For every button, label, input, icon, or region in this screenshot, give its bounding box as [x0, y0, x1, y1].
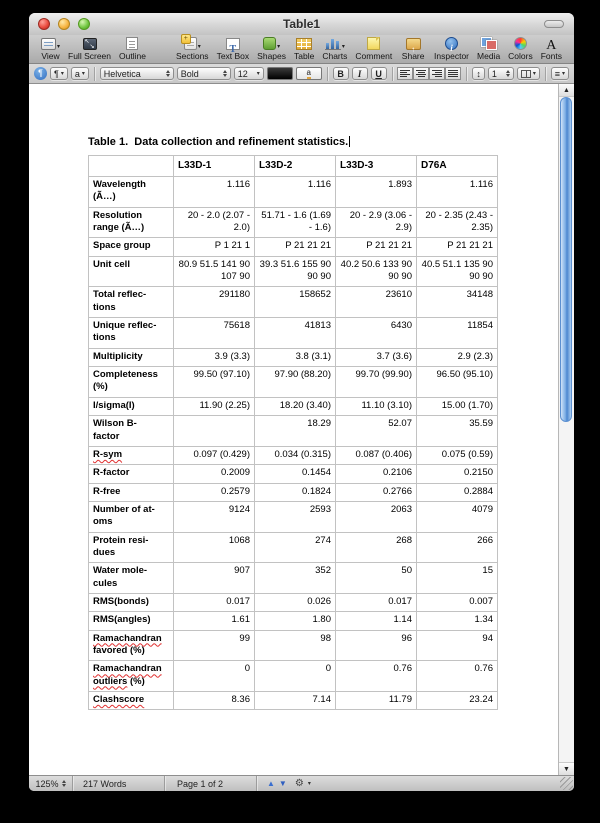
table-cell[interactable]: 52.07	[336, 416, 417, 447]
row-label[interactable]: I/sigma(I)	[89, 397, 174, 415]
toolbar-item-label: Shapes	[257, 51, 287, 61]
toolbar-toggle-button[interactable]	[544, 20, 564, 28]
table-icon	[296, 38, 312, 50]
toolbar-item-shapes[interactable]	[253, 34, 290, 61]
table-row	[89, 630, 498, 661]
table-cell[interactable]: P 21 21 21	[336, 238, 417, 256]
toolbar-icon-row	[481, 35, 497, 50]
typeface-value: Bold	[180, 68, 199, 79]
row-label[interactable]: Water mole- cules	[89, 563, 174, 594]
table-cell[interactable]: 41813	[255, 318, 336, 349]
align-right-button[interactable]	[429, 67, 445, 80]
table-cell[interactable]: 15.00 (1.70)	[417, 397, 498, 415]
page-indicator-value: Page 1 of 2	[177, 778, 224, 789]
stepper-icon	[166, 70, 170, 77]
row-label[interactable]: Ramachandran outliers (%)	[89, 661, 174, 692]
colors-icon	[514, 37, 527, 50]
table-cell[interactable]: 1.116	[174, 177, 255, 208]
table-cell[interactable]: 0.2579	[174, 483, 255, 501]
table-cell[interactable]: 8.36	[174, 692, 255, 710]
table-cell[interactable]: 11.79	[336, 692, 417, 710]
table-row	[89, 287, 498, 318]
table-cell[interactable]: 1.80	[255, 612, 336, 630]
divider	[327, 67, 328, 81]
toolbar-item-fullscreen[interactable]	[64, 34, 115, 61]
fullscreen-icon	[83, 38, 97, 50]
toolbar-item-inspector[interactable]	[430, 34, 473, 61]
table-cell[interactable]: 2063	[336, 501, 417, 532]
row-label[interactable]: Unit cell	[89, 256, 174, 287]
table-cell[interactable]: 1.61	[174, 612, 255, 630]
chevron-down-icon: ▾	[60, 71, 64, 77]
table-cell[interactable]: 1.893	[336, 177, 417, 208]
scroll-down-button[interactable]: ▼	[559, 762, 574, 775]
sections-icon	[184, 37, 197, 50]
line-spacing-icon[interactable]: ↕	[472, 67, 485, 80]
toolbar-item-label: Fonts	[540, 51, 562, 61]
table-cell[interactable]: 0.2766	[336, 483, 417, 501]
toolbar-icon-row	[184, 35, 201, 50]
table-cell[interactable]: 2593	[255, 501, 336, 532]
stepper-icon	[506, 70, 510, 77]
table-cell[interactable]: 96.50 (95.10)	[417, 367, 498, 398]
format-bar	[29, 64, 574, 84]
previous-page-icon[interactable]: ▲	[267, 778, 275, 788]
underline-button[interactable]: U	[371, 67, 387, 80]
table-cell[interactable]: 1068	[174, 532, 255, 563]
table-cell[interactable]: 99.50 (97.10)	[174, 367, 255, 398]
table-cell[interactable]: 0.76	[336, 661, 417, 692]
typeface-select[interactable]	[177, 67, 231, 80]
toolbar-item-label: Inspector	[434, 51, 470, 61]
align-justify-button[interactable]	[445, 67, 461, 80]
table-cell[interactable]: 268	[336, 532, 417, 563]
page-navigation	[257, 776, 311, 791]
toolbar-item-media[interactable]	[473, 34, 504, 61]
table-cell[interactable]: 158652	[255, 287, 336, 318]
close-button[interactable]	[38, 18, 50, 30]
chevron-down-icon: ▾	[561, 71, 565, 77]
table-cell[interactable]: 39.3 51.6 155 90 90 90	[255, 256, 336, 287]
zoom-button[interactable]	[78, 18, 90, 30]
line-spacing-select[interactable]	[488, 67, 514, 80]
table-cell[interactable]: 96	[336, 630, 417, 661]
toolbar-item-sections[interactable]	[172, 34, 213, 61]
table-cell[interactable]: 0.2884	[417, 483, 498, 501]
table-cell[interactable]: 11854	[417, 318, 498, 349]
toolbar-icon-row	[296, 35, 312, 50]
table-cell[interactable]: 23.24	[417, 692, 498, 710]
toolbar-item-label: View	[41, 51, 60, 61]
table-cell[interactable]: 99	[174, 630, 255, 661]
text-box-icon	[226, 38, 240, 50]
table-cell[interactable]: 0.1454	[255, 465, 336, 483]
app-window	[29, 13, 574, 791]
window-controls	[38, 18, 90, 30]
fonts-icon	[545, 36, 557, 50]
divider	[392, 67, 393, 81]
bold-button[interactable]: B	[333, 67, 349, 80]
align-left-button[interactable]	[397, 67, 413, 80]
table-row	[89, 563, 498, 594]
table-cell[interactable]: 3.7 (3.6)	[336, 348, 417, 366]
table-cell[interactable]: 20 - 2.0 (2.07 - 2.0)	[174, 207, 255, 238]
list-icon: ≡	[554, 68, 560, 79]
row-label[interactable]: Unique reflec- tions	[89, 318, 174, 349]
table-row	[89, 692, 498, 710]
chevron-down-icon: ▾	[57, 44, 61, 50]
list-style-dropdown[interactable]	[551, 67, 569, 80]
columns-icon	[521, 70, 531, 78]
table-cell[interactable]: 0.017	[174, 593, 255, 611]
toolbar-icon-row	[545, 35, 557, 50]
chevron-down-icon: ▾	[81, 71, 85, 77]
title-bar[interactable]	[29, 13, 574, 35]
toolbar-icon-row	[406, 35, 421, 50]
row-label[interactable]: Completeness (%)	[89, 367, 174, 398]
table-cell[interactable]: 34148	[417, 287, 498, 318]
row-label[interactable]: R-sym	[89, 446, 174, 464]
media-icon	[481, 37, 497, 50]
character-style-dropdown[interactable]	[71, 67, 89, 80]
toolbar-item-colors[interactable]	[504, 34, 537, 61]
toolbar-icon-row	[263, 35, 280, 50]
toolbar-item-label: Media	[477, 51, 501, 61]
zoom-level-value: 125%	[35, 778, 59, 789]
table-cell[interactable]: 20 - 2.35 (2.43 - 2.35)	[417, 207, 498, 238]
toolbar-item-fonts[interactable]	[537, 34, 566, 61]
table-cell[interactable]: 80.9 51.5 141 90 107 90	[174, 256, 255, 287]
divider	[545, 67, 546, 81]
italic-button[interactable]: I	[352, 67, 368, 80]
row-label[interactable]: RMS(angles)	[89, 612, 174, 630]
toolbar-item-label: Share	[401, 51, 425, 61]
table-header-row	[89, 156, 498, 177]
character-style-value: a	[74, 68, 80, 79]
table-cell[interactable]: 0.2106	[336, 465, 417, 483]
table-cell[interactable]: P 21 21 21	[417, 238, 498, 256]
inspector-icon	[445, 37, 458, 50]
table-row	[89, 416, 498, 447]
table-cell[interactable]: 75618	[174, 318, 255, 349]
table-cell[interactable]: 11.10 (3.10)	[336, 397, 417, 415]
table-cell[interactable]: 291180	[174, 287, 255, 318]
table-cell[interactable]: 35.59	[417, 416, 498, 447]
toolbar-item-label: Sections	[175, 51, 209, 61]
table-cell[interactable]: 94	[417, 630, 498, 661]
highlight-color-glyph: a	[306, 67, 311, 77]
table-cell[interactable]: 11.90 (2.25)	[174, 397, 255, 415]
table-row	[89, 661, 498, 692]
table-cell[interactable]: 20 - 2.9 (3.06 - 2.9)	[336, 207, 417, 238]
charts-icon	[325, 37, 341, 50]
table-cell[interactable]: 1.34	[417, 612, 498, 630]
toolbar-item-label: Text Box	[216, 51, 250, 61]
table-cell[interactable]: 1.116	[255, 177, 336, 208]
row-label[interactable]: Total reflec- tions	[89, 287, 174, 318]
row-label[interactable]: Multiplicity	[89, 348, 174, 366]
table-cell[interactable]: P 21 21 21	[255, 238, 336, 256]
table-cell[interactable]: 1.14	[336, 612, 417, 630]
toolbar	[29, 35, 574, 64]
chevron-down-icon: ▾	[532, 71, 536, 77]
table-cell[interactable]: 0.2009	[174, 465, 255, 483]
table-column-header[interactable]: L33D-3	[336, 156, 417, 177]
share-icon	[406, 38, 421, 50]
table-row	[89, 177, 498, 208]
table-cell[interactable]: 97.90 (88.20)	[255, 367, 336, 398]
font-family-value: Helvetica	[103, 68, 141, 79]
show-formatting-icon[interactable]: ¶	[34, 67, 47, 80]
table-cell[interactable]: 0.026	[255, 593, 336, 611]
next-page-icon[interactable]: ▼	[278, 778, 287, 788]
text-color-well[interactable]	[267, 67, 293, 80]
chevron-down-icon: ▾	[256, 71, 260, 77]
vertical-scrollbar[interactable]	[558, 84, 574, 775]
toolbar-item-label: Colors	[508, 51, 533, 61]
table-cell[interactable]: 6430	[336, 318, 417, 349]
table-cell[interactable]: 4079	[417, 501, 498, 532]
table-row	[89, 612, 498, 630]
table-cell[interactable]: 1.116	[417, 177, 498, 208]
table-cell[interactable]: 7.14	[255, 692, 336, 710]
window-title: Table1	[282, 17, 321, 31]
table-row	[89, 367, 498, 398]
row-label[interactable]: Protein resi- dues	[89, 532, 174, 563]
text-caret	[349, 136, 350, 147]
table-cell[interactable]: 0.76	[417, 661, 498, 692]
gear-icon[interactable]: ⚙	[294, 777, 304, 789]
table-row	[89, 501, 498, 532]
scroll-up-button[interactable]: ▲	[559, 84, 574, 97]
toolbar-icon-row	[325, 35, 345, 50]
row-label[interactable]: Clashscore	[89, 692, 174, 710]
table-row	[89, 483, 498, 501]
table-cell[interactable]: 98	[255, 630, 336, 661]
resize-grip[interactable]	[560, 777, 573, 790]
table-cell[interactable]: 2.9 (2.3)	[417, 348, 498, 366]
chevron-down-icon[interactable]: ▾	[307, 781, 311, 787]
toolbar-icon-row	[514, 35, 527, 50]
comment-icon	[367, 37, 380, 50]
row-label[interactable]: Wilson B- factor	[89, 416, 174, 447]
table-row	[89, 397, 498, 415]
document-title[interactable]	[88, 136, 350, 148]
toolbar-icon-row	[367, 35, 380, 50]
toolbar-icon-row	[41, 35, 60, 50]
document-title-text: Table 1. Data collection and refinement statistics.	[88, 136, 349, 148]
word-count-value: 217 Words	[83, 778, 127, 789]
table-row	[89, 446, 498, 464]
row-label[interactable]: Ramachandran favored (%)	[89, 630, 174, 661]
toolbar-item-outline[interactable]	[115, 34, 150, 61]
table-cell[interactable]: 352	[255, 563, 336, 594]
chevron-down-icon: ▾	[341, 44, 345, 50]
table-cell[interactable]: 0.1824	[255, 483, 336, 501]
table-column-header[interactable]	[89, 156, 174, 177]
table-cell[interactable]: 0	[174, 661, 255, 692]
line-spacing-value: 1	[491, 68, 497, 79]
document-area	[29, 84, 574, 775]
table-row	[89, 532, 498, 563]
table-row	[89, 465, 498, 483]
toolbar-item-label: Outline	[119, 51, 146, 61]
toolbar-item-label: Table	[294, 51, 315, 61]
divider	[466, 67, 467, 81]
highlight-color-well[interactable]	[296, 67, 322, 80]
table-cell[interactable]: 9124	[174, 501, 255, 532]
table-row	[89, 207, 498, 238]
table-row	[89, 238, 498, 256]
table-row	[89, 318, 498, 349]
table-row	[89, 256, 498, 287]
stats-table	[88, 155, 498, 710]
page-indicator	[165, 776, 257, 791]
table-cell[interactable]: 0.075 (0.59)	[417, 446, 498, 464]
table-cell[interactable]: 99.70 (99.90)	[336, 367, 417, 398]
toolbar-icon-row	[445, 35, 458, 50]
chevron-down-icon: ▾	[277, 44, 281, 50]
font-size-select[interactable]	[234, 67, 264, 80]
outline-icon	[126, 37, 138, 50]
row-label[interactable]: Space group	[89, 238, 174, 256]
paragraph-style-dropdown[interactable]	[50, 67, 68, 80]
stepper-icon	[223, 70, 227, 77]
table-column-header[interactable]: L33D-2	[255, 156, 336, 177]
chevron-down-icon: ▾	[197, 44, 201, 50]
alignment-group	[397, 67, 461, 80]
toolbar-icon-row	[126, 35, 138, 50]
row-label[interactable]: Wavelength (Ã…)	[89, 177, 174, 208]
table-cell[interactable]: 274	[255, 532, 336, 563]
font-size-value: 12	[237, 68, 248, 79]
word-count	[73, 776, 165, 791]
stepper-icon	[62, 780, 66, 787]
table-cell[interactable]: 266	[417, 532, 498, 563]
status-bar	[29, 775, 574, 791]
table-cell[interactable]: 3.8 (3.1)	[255, 348, 336, 366]
table-row	[89, 593, 498, 611]
row-label[interactable]: RMS(bonds)	[89, 593, 174, 611]
table-cell[interactable]: 0.034 (0.315)	[255, 446, 336, 464]
scrollbar-thumb[interactable]	[560, 97, 572, 422]
zoom-control[interactable]	[29, 776, 73, 791]
toolbar-item-share[interactable]	[398, 34, 429, 61]
table-cell[interactable]: 15	[417, 563, 498, 594]
table-column-header[interactable]: L33D-1	[174, 156, 255, 177]
view-icon	[41, 38, 56, 50]
toolbar-item-charts[interactable]	[318, 34, 351, 61]
table-cell[interactable]: 0.017	[336, 593, 417, 611]
table-cell[interactable]: 51.71 - 1.6 (1.69 - 1.6)	[255, 207, 336, 238]
stats-table-body	[89, 156, 498, 710]
table-cell[interactable]: 0	[255, 661, 336, 692]
table-cell[interactable]: 907	[174, 563, 255, 594]
table-cell[interactable]: 50	[336, 563, 417, 594]
font-family-select[interactable]	[100, 67, 174, 80]
toolbar-icon-row	[83, 35, 97, 50]
toolbar-item-view[interactable]	[37, 34, 64, 61]
document-page[interactable]	[29, 84, 558, 775]
table-cell[interactable]: 0.2150	[417, 465, 498, 483]
columns-dropdown[interactable]	[517, 67, 540, 80]
divider	[94, 67, 95, 81]
table-cell[interactable]: 0.007	[417, 593, 498, 611]
toolbar-item-label: Charts	[322, 51, 348, 61]
toolbar-item-label: Full Screen	[68, 51, 112, 61]
row-label[interactable]: R-free	[89, 483, 174, 501]
table-cell[interactable]	[174, 416, 255, 447]
table-cell[interactable]: P 1 21 1	[174, 238, 255, 256]
align-center-button[interactable]	[413, 67, 429, 80]
table-cell[interactable]: 0.087 (0.406)	[336, 446, 417, 464]
table-row	[89, 348, 498, 366]
toolbar-item-comment[interactable]	[351, 34, 396, 61]
minimize-button[interactable]	[58, 18, 70, 30]
toolbar-item-label: Comment	[355, 51, 393, 61]
table-column-header[interactable]: D76A	[417, 156, 498, 177]
toolbar-item-textbox[interactable]	[213, 34, 254, 61]
toolbar-item-table[interactable]	[290, 34, 318, 61]
table-cell[interactable]: 0.097 (0.429)	[174, 446, 255, 464]
row-label[interactable]: R-factor	[89, 465, 174, 483]
table-cell[interactable]: 18.20 (3.40)	[255, 397, 336, 415]
shapes-icon	[263, 37, 276, 50]
table-cell[interactable]: 18.29	[255, 416, 336, 447]
table-cell[interactable]: 40.5 51.1 135 90 90 90	[417, 256, 498, 287]
row-label[interactable]: Number of at- oms	[89, 501, 174, 532]
table-cell[interactable]: 23610	[336, 287, 417, 318]
toolbar-icon-row	[226, 35, 240, 50]
table-cell[interactable]: 3.9 (3.3)	[174, 348, 255, 366]
table-cell[interactable]: 40.2 50.6 133 90 90 90	[336, 256, 417, 287]
row-label[interactable]: Resolution range (Ã…)	[89, 207, 174, 238]
paragraph-style-value: ¶	[54, 68, 59, 79]
